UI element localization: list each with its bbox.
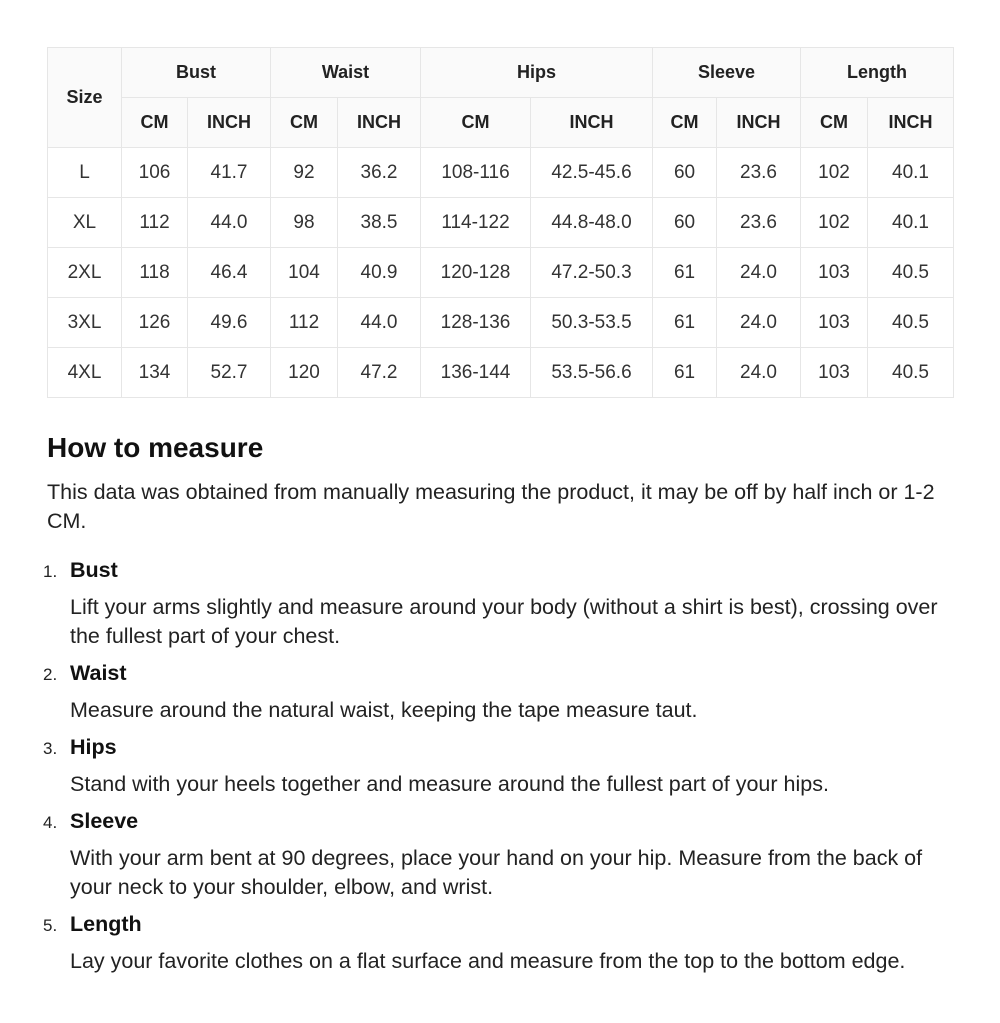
step-number: 3. <box>43 739 58 758</box>
measurement-cell: 24.0 <box>717 248 801 298</box>
measurement-cell: 104 <box>271 248 338 298</box>
step-title: Hips <box>70 735 117 759</box>
measurement-cell: 44.8-48.0 <box>531 198 653 248</box>
measurement-cell: 44.0 <box>188 198 271 248</box>
measurement-cell: 23.6 <box>717 198 801 248</box>
step-description: Stand with your heels together and measure around the fullest part of your hips. <box>70 772 829 796</box>
measurement-cell: 108-116 <box>421 148 531 198</box>
measurement-cell: 47.2 <box>338 348 421 398</box>
measurement-cell: 92 <box>271 148 338 198</box>
step-description: Lift your arms slightly and measure around your body (without a shirt is best), crossing over the fullest part of your chest. <box>70 595 938 648</box>
measurement-cell: 24.0 <box>717 348 801 398</box>
step-number: 1. <box>43 562 58 581</box>
step-number: 5. <box>43 916 58 935</box>
size-chart-table <box>47 47 954 398</box>
measurement-cell: 23.6 <box>717 148 801 198</box>
measurement-cell: 102 <box>801 148 868 198</box>
step-item <box>43 659 953 725</box>
size-column-header: Size <box>48 48 122 148</box>
measurement-cell: 120-128 <box>421 248 531 298</box>
header-row-units <box>48 98 954 148</box>
step-item <box>43 807 953 902</box>
step-title: Sleeve <box>70 809 139 833</box>
table-row <box>48 248 954 298</box>
measurement-cell: 128-136 <box>421 298 531 348</box>
page-title: How to measure <box>47 432 264 463</box>
unit-header-cm: CM <box>271 98 338 148</box>
group-header-length: Length <box>801 48 954 98</box>
measurement-cell: 120 <box>271 348 338 398</box>
measurement-cell: 98 <box>271 198 338 248</box>
measurement-cell: 60 <box>653 148 717 198</box>
unit-header-inch: INCH <box>868 98 954 148</box>
size-chart-container <box>47 47 953 398</box>
table-row <box>48 148 954 198</box>
unit-header-inch: INCH <box>338 98 421 148</box>
step-item <box>43 556 953 651</box>
step-title: Bust <box>70 558 118 582</box>
size-cell: 3XL <box>48 298 122 348</box>
unit-header-inch: INCH <box>717 98 801 148</box>
measurement-cell: 103 <box>801 248 868 298</box>
measurement-cell: 40.9 <box>338 248 421 298</box>
measurement-cell: 36.2 <box>338 148 421 198</box>
measurement-cell: 24.0 <box>717 298 801 348</box>
measure-steps-list <box>43 556 953 984</box>
measurement-cell: 40.1 <box>868 198 954 248</box>
measurement-cell: 118 <box>122 248 188 298</box>
measurement-cell: 46.4 <box>188 248 271 298</box>
header-row-groups <box>48 48 954 98</box>
measurement-cell: 49.6 <box>188 298 271 348</box>
unit-header-cm: CM <box>421 98 531 148</box>
measurement-cell: 112 <box>122 198 188 248</box>
group-header-hips: Hips <box>421 48 653 98</box>
step-description: Lay your favorite clothes on a flat surface and measure from the top to the bottom edge. <box>70 949 906 973</box>
measurement-cell: 61 <box>653 348 717 398</box>
measurement-cell: 103 <box>801 298 868 348</box>
size-cell: XL <box>48 198 122 248</box>
measurement-cell: 112 <box>271 298 338 348</box>
size-cell: L <box>48 148 122 198</box>
measurement-cell: 40.1 <box>868 148 954 198</box>
measurement-cell: 60 <box>653 198 717 248</box>
measurement-cell: 136-144 <box>421 348 531 398</box>
step-description: Measure around the natural waist, keeping the tape measure taut. <box>70 698 698 722</box>
unit-header-cm: CM <box>653 98 717 148</box>
unit-header-cm: CM <box>801 98 868 148</box>
measurement-cell: 47.2-50.3 <box>531 248 653 298</box>
measurement-cell: 40.5 <box>868 348 954 398</box>
size-cell: 2XL <box>48 248 122 298</box>
step-item <box>43 733 953 799</box>
step-item <box>43 910 953 976</box>
table-row <box>48 298 954 348</box>
measurement-cell: 44.0 <box>338 298 421 348</box>
unit-header-inch: INCH <box>188 98 271 148</box>
unit-header-cm: CM <box>122 98 188 148</box>
measurement-cell: 114-122 <box>421 198 531 248</box>
measurement-cell: 40.5 <box>868 248 954 298</box>
measurement-cell: 134 <box>122 348 188 398</box>
group-header-waist: Waist <box>271 48 421 98</box>
measurement-cell: 103 <box>801 348 868 398</box>
unit-header-inch: INCH <box>531 98 653 148</box>
step-title: Waist <box>70 661 127 685</box>
measurement-cell: 126 <box>122 298 188 348</box>
measurement-cell: 106 <box>122 148 188 198</box>
measurement-cell: 52.7 <box>188 348 271 398</box>
measurement-cell: 53.5-56.6 <box>531 348 653 398</box>
table-row <box>48 198 954 248</box>
step-title: Length <box>70 912 142 936</box>
measurement-cell: 61 <box>653 298 717 348</box>
step-description: With your arm bent at 90 degrees, place your hand on your hip. Measure from the back of your neck to your shoulder, elbow, and wrist. <box>70 846 923 899</box>
measurement-cell: 41.7 <box>188 148 271 198</box>
step-number: 2. <box>43 665 58 684</box>
group-header-bust: Bust <box>122 48 271 98</box>
measurement-cell: 42.5-45.6 <box>531 148 653 198</box>
table-row <box>48 348 954 398</box>
size-cell: 4XL <box>48 348 122 398</box>
measurement-cell: 38.5 <box>338 198 421 248</box>
measurement-cell: 40.5 <box>868 298 954 348</box>
intro-text: This data was obtained from manually measuring the product, it may be off by half inch or 1-2 CM. <box>47 480 935 533</box>
measurement-cell: 102 <box>801 198 868 248</box>
step-number: 4. <box>43 813 58 832</box>
size-chart-body <box>48 148 954 398</box>
measurement-cell: 50.3-53.5 <box>531 298 653 348</box>
measurement-cell: 61 <box>653 248 717 298</box>
group-header-sleeve: Sleeve <box>653 48 801 98</box>
